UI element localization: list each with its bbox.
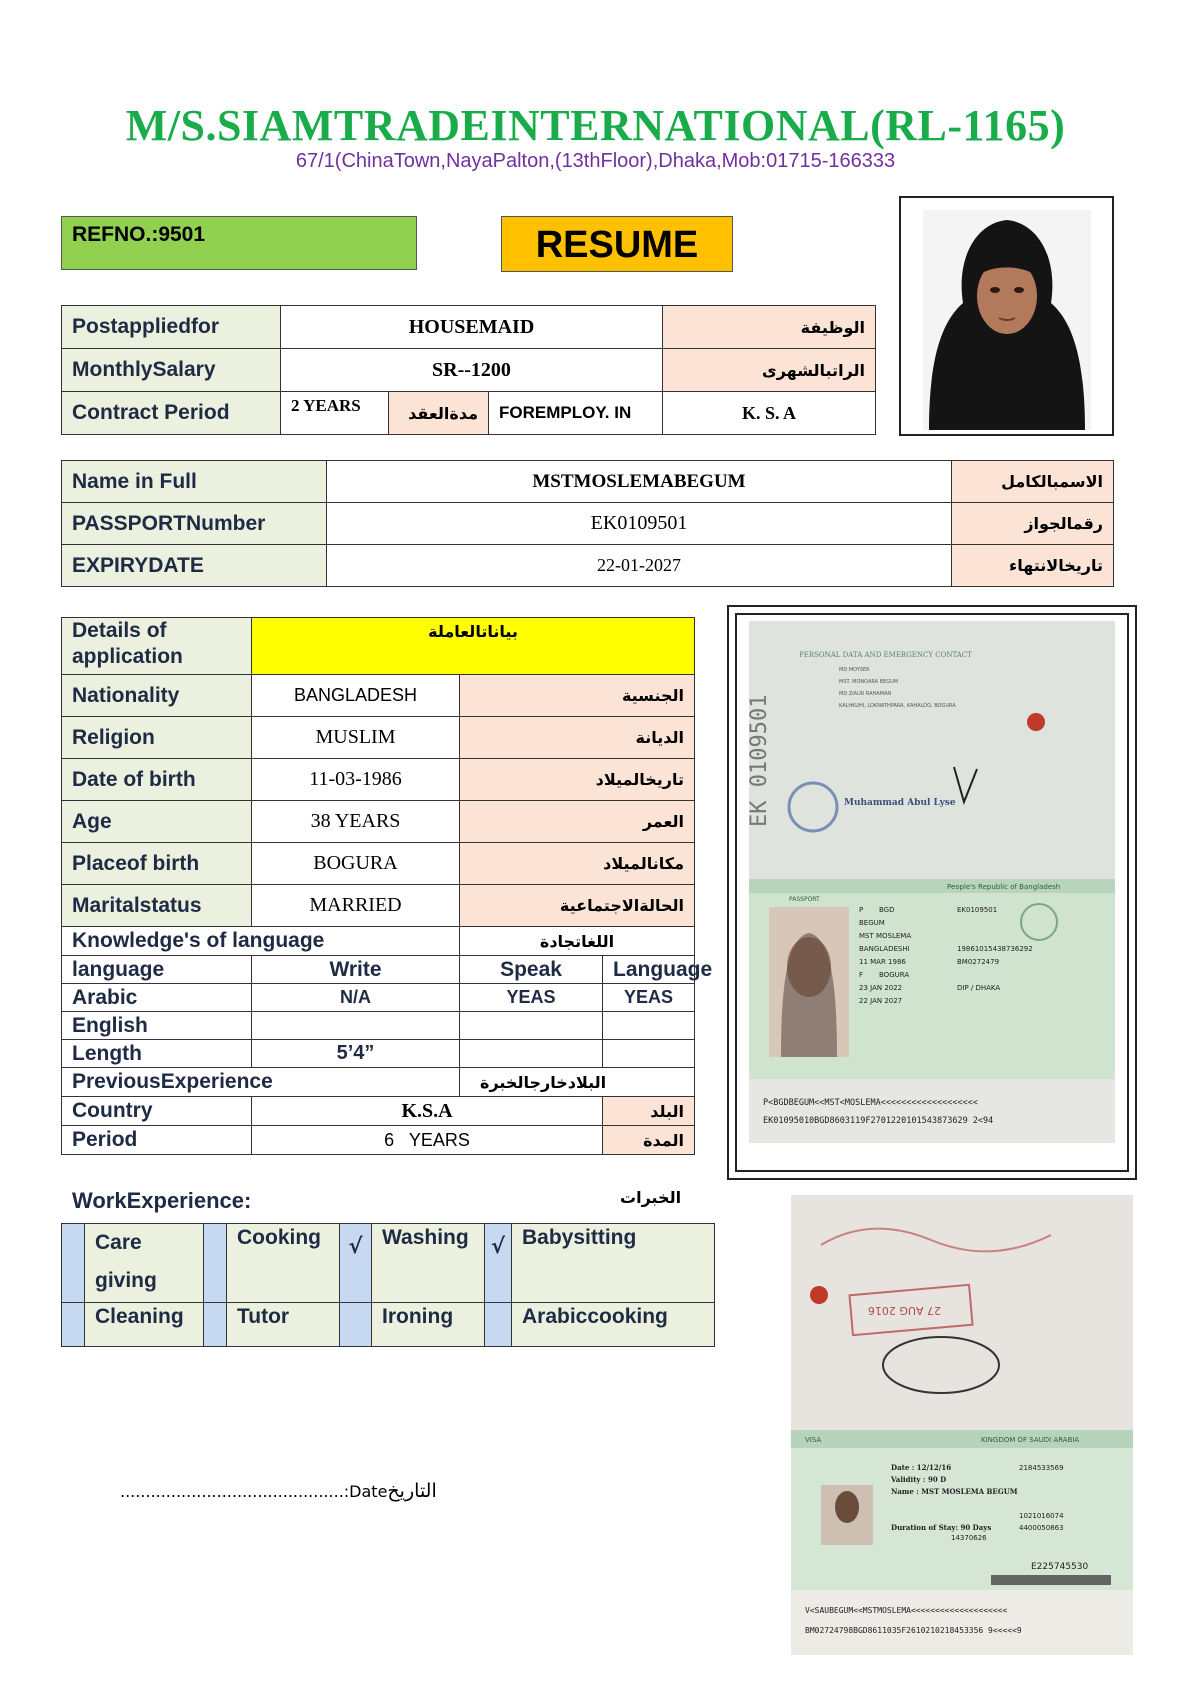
contract-arabic: مدةالعقد xyxy=(389,392,489,435)
scan-signatory: Muhammad Abul Lyse xyxy=(844,798,956,808)
identity-table xyxy=(61,460,1114,587)
age-arabic: العمر xyxy=(460,801,695,843)
arabic-language: YEAS xyxy=(603,984,695,1012)
religion-label: Religion xyxy=(62,717,252,759)
english-write xyxy=(252,1012,460,1040)
employ-value: K. S. A xyxy=(663,392,876,435)
pob-value: BOGURA xyxy=(252,843,460,885)
scan-personal-no: 19861015438736292 xyxy=(957,945,1033,953)
passport-scan xyxy=(729,607,1135,1178)
scan-type: P xyxy=(859,906,864,914)
scan-fathers-name: MD MOYSER xyxy=(839,667,870,673)
religion-arabic: الديانة xyxy=(460,717,695,759)
post-value: HOUSEMAID xyxy=(281,306,663,349)
washing-checkbox[interactable]: √ xyxy=(340,1224,372,1303)
scan-mrz-2: EK01095010BGD8603119F2701220101543873629 2<94 xyxy=(763,1116,994,1126)
reference-number: REFNO.:9501 xyxy=(61,216,417,270)
expiry-value: 22-01-2027 xyxy=(327,545,952,587)
scan-surname: BEGUM xyxy=(859,919,885,927)
scan-expiry: 22 JAN 2027 xyxy=(859,997,903,1005)
period-value: 6 YEARS xyxy=(252,1126,603,1155)
cleaning-checkbox[interactable] xyxy=(62,1303,85,1347)
cleaning-label: Cleaning xyxy=(85,1303,204,1347)
visa-duration: Duration of Stay: 90 Days xyxy=(891,1523,992,1532)
english-speak xyxy=(460,1012,603,1040)
nationality-arabic: الجنسية xyxy=(460,675,695,717)
caregiving-label: Care giving xyxy=(85,1224,204,1303)
marital-value: MARRIED xyxy=(252,885,460,927)
ironing-checkbox[interactable] xyxy=(340,1303,372,1347)
visa-id: E225745530 xyxy=(1031,1562,1089,1572)
marital-arabic: الحالةالاجتماعية xyxy=(460,885,695,927)
passport-label: PASSPORTNumber xyxy=(62,503,327,545)
caregiving-checkbox[interactable] xyxy=(62,1224,85,1303)
candidate-photo-frame xyxy=(899,196,1114,436)
babysitting-label: Babysitting xyxy=(512,1224,715,1303)
salary-arabic: الراتبالشهرى xyxy=(663,349,876,392)
agency-address: 67/1(ChinaTown,NayaPalton,(13thFloor),Dhaka,Mob:01715-166333 xyxy=(295,150,896,172)
scan-spouse-name: MD ZIAUR RAHAMAN xyxy=(839,691,892,697)
cooking-label: Cooking xyxy=(227,1224,340,1303)
date-line xyxy=(120,1480,437,1502)
period-label: Period xyxy=(62,1126,252,1155)
post-label: Postappliedfor xyxy=(62,306,281,349)
ironing-label: Ironing xyxy=(372,1303,485,1347)
visa-no2: 1021016074 xyxy=(1019,1512,1064,1520)
language-title-arabic: اللغاتجادة xyxy=(460,927,695,956)
length-speak xyxy=(460,1040,603,1068)
visa-mrz-2: BM02724798BGD8611035F2610210218453356 9<<<<<9 xyxy=(805,1626,1022,1635)
scan-number: EK0109501 xyxy=(957,906,998,914)
experience-title-arabic: البلادخارجالخبرة xyxy=(460,1068,695,1097)
language-title: Knowledge's of language xyxy=(62,927,460,956)
scan-sex: F xyxy=(859,971,864,979)
visa-header: KINGDOM OF SAUDI ARABIA xyxy=(981,1436,1080,1444)
expiry-arabic: تاريخالانتهاء xyxy=(952,545,1114,587)
visa-stamp-date: 27 AUG 2016 xyxy=(867,1304,941,1317)
length-label: Length xyxy=(62,1040,252,1068)
dob-arabic: تاريخالميلاد xyxy=(460,759,695,801)
passport-scan-frame xyxy=(727,605,1137,1180)
age-value: 38 YEARS xyxy=(252,801,460,843)
name-value: MSTMOSLEMABEGUM xyxy=(327,461,952,503)
salary-value: SR--1200 xyxy=(281,349,663,392)
scan-pob: BOGURA xyxy=(879,971,910,979)
english-label: English xyxy=(62,1012,252,1040)
scan-authority: DIP / DHAKA xyxy=(957,984,1001,992)
visa-scan xyxy=(791,1195,1133,1655)
scan-section-title: PERSONAL DATA AND EMERGENCY CONTACT xyxy=(799,651,972,659)
passport-value: EK0109501 xyxy=(327,503,952,545)
country-label: Country xyxy=(62,1097,252,1126)
visa-mrz-1: V<SAUBEGUM<<MSTMOSLEMA<<<<<<<<<<<<<<<<<<<< xyxy=(805,1606,1008,1615)
english-language xyxy=(603,1012,695,1040)
employ-label: FOREMPLOY. IN xyxy=(489,392,663,435)
marital-label: Maritalstatus xyxy=(62,885,252,927)
dob-label: Date of birth xyxy=(62,759,252,801)
details-header-label: Details of application xyxy=(62,618,252,675)
age-label: Age xyxy=(62,801,252,843)
work-title-arabic: الخبرات xyxy=(620,1188,682,1207)
details-table xyxy=(61,617,713,1155)
post-arabic: الوظيفة xyxy=(663,306,876,349)
babysitting-checkbox[interactable]: √ xyxy=(485,1224,512,1303)
scan-nationality: BANGLADESHI xyxy=(859,945,910,953)
date-dots: ............................................ xyxy=(120,1482,344,1501)
contract-value: 2 YEARS xyxy=(281,392,389,435)
work-title: WorkExperience: xyxy=(72,1188,252,1213)
arabiccooking-label: Arabiccooking xyxy=(512,1303,715,1347)
col-write: Write xyxy=(252,956,460,984)
resume-badge: RESUME xyxy=(501,216,733,272)
scan-mothers-name: MST. MONOARA BEGUM xyxy=(839,679,899,685)
scan-address: KALHKUHI, LOKNATHPARA, KAHALOO, BOGURA xyxy=(839,703,956,709)
arabic-speak: YEAS xyxy=(460,984,603,1012)
scan-passport-word: PASSPORT xyxy=(789,896,820,903)
nationality-label: Nationality xyxy=(62,675,252,717)
visa-no4: 14370626 xyxy=(951,1534,987,1542)
country-value: K.S.A xyxy=(252,1097,603,1126)
details-header-arabic: بياناتالعاملة xyxy=(252,618,695,675)
nationality-value: BANGLADESH xyxy=(252,675,460,717)
contract-label: Contract Period xyxy=(62,392,281,435)
scan-issue: 23 JAN 2022 xyxy=(859,984,903,992)
scan-given-name: MST MOSLEMA xyxy=(859,932,912,940)
arabic-write: N/A xyxy=(252,984,460,1012)
expiry-label: EXPIRYDATE xyxy=(62,545,327,587)
salary-label: MonthlySalary xyxy=(62,349,281,392)
scan-prev-passport: BM0272479 xyxy=(957,958,1000,966)
visa-no3: 4400050863 xyxy=(1019,1524,1064,1532)
cooking-checkbox[interactable] xyxy=(204,1224,227,1303)
dob-value: 11-03-1986 xyxy=(252,759,460,801)
religion-value: MUSLIM xyxy=(252,717,460,759)
visa-name: Name : MST MOSLEMA BEGUM xyxy=(891,1487,1018,1496)
pob-arabic: مكانالميلاد xyxy=(460,843,695,885)
experience-title: PreviousExperience xyxy=(62,1068,460,1097)
visa-word: VISA xyxy=(805,1436,822,1444)
scan-code: BGD xyxy=(879,906,895,914)
date-arabic: التاريخ xyxy=(387,1480,437,1502)
arabiccooking-checkbox[interactable] xyxy=(485,1303,512,1347)
scan-mrz-1: P<BGDBEGUM<<MST<MOSLEMA<<<<<<<<<<<<<<<<<<< xyxy=(763,1098,978,1108)
visa-number: 2184533569 xyxy=(1019,1464,1064,1472)
work-table xyxy=(61,1223,715,1347)
passport-arabic: رقمالجواز xyxy=(952,503,1114,545)
scan-dob: 11 MAR 1986 xyxy=(859,958,906,966)
date-label: :Date xyxy=(343,1482,388,1501)
arabic-label: Arabic xyxy=(62,984,252,1012)
country-arabic: البلد xyxy=(603,1097,695,1126)
tutor-checkbox[interactable] xyxy=(204,1303,227,1347)
candidate-photo xyxy=(901,198,1112,434)
name-label: Name in Full xyxy=(62,461,327,503)
length-value: 5’4” xyxy=(252,1040,460,1068)
scan-side-number: EK 0109501 xyxy=(747,694,772,827)
period-arabic: المدة xyxy=(603,1126,695,1155)
name-arabic: الاسمبالكامل xyxy=(952,461,1114,503)
agency-name: M/S.SIAMTRADEINTERNATIONAL(RL-1165) xyxy=(125,101,1066,150)
visa-date: Date : 12/12/16 xyxy=(891,1463,952,1472)
col-speak: Speak xyxy=(460,956,603,984)
pob-label: Placeof birth xyxy=(62,843,252,885)
post-table xyxy=(61,305,876,435)
scan-country-header: People's Republic of Bangladesh xyxy=(947,883,1061,891)
col-lang: Language xyxy=(603,956,695,984)
col-language: language xyxy=(62,956,252,984)
tutor-label: Tutor xyxy=(227,1303,340,1347)
washing-label: Washing xyxy=(372,1224,485,1303)
visa-validity: Validity : 90 D xyxy=(891,1475,947,1484)
length-language xyxy=(603,1040,695,1068)
